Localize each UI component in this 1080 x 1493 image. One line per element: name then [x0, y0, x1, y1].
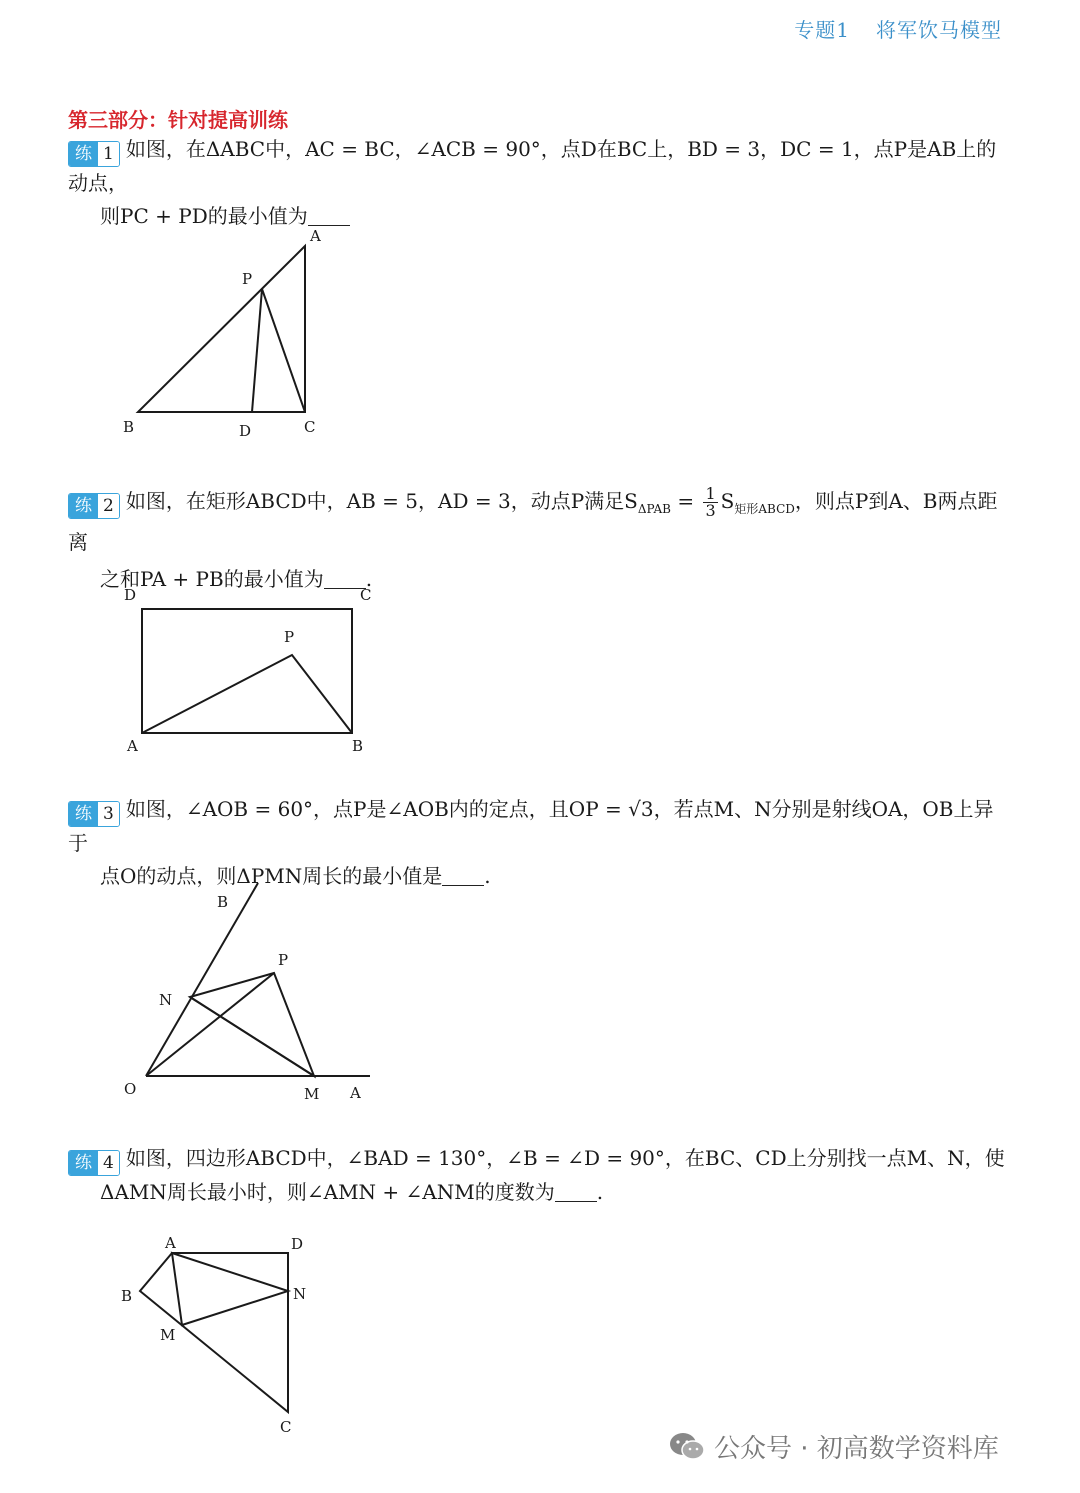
- problem-text: 则PC + PD的最小值为: [100, 204, 308, 228]
- problem-4: 练 4 如图，四边形ABCD中，∠BAD = 130°，∠B = ∠D = 90°，在BC、CD上分别找一点M、N，使 ΔAMN周长最小时，则∠AMN + ∠ANM的度数为 .: [68, 1142, 1010, 1209]
- label-D: D: [124, 586, 137, 604]
- problem-3: 练 3 如图，∠AOB = 60°，点P是∠AOB内的定点，且OP = √3，若点M、N分别是射线OA，OB上异于 点O的动点，则ΔPMN周长的最小值是 .: [68, 797, 994, 888]
- label-N: N: [293, 1285, 307, 1303]
- subscript: 矩形ABCD: [734, 502, 795, 516]
- label-A: A: [127, 737, 138, 755]
- problem-text: 如图，在矩形ABCD中，AB = 5，AD = 3，动点P满足S: [125, 489, 638, 513]
- label-O: O: [124, 1080, 137, 1098]
- subscript: ΔPAB: [637, 502, 671, 516]
- exercise-badge: 练 3: [68, 801, 120, 827]
- watermark: [668, 1428, 999, 1465]
- exercise-badge: 练 1: [68, 141, 120, 167]
- label-A: A: [350, 1084, 361, 1102]
- problem-text: 点O的动点，则ΔPMN周长的最小值是: [100, 864, 443, 888]
- label-D: D: [291, 1235, 304, 1253]
- problem-text: ，则点P到A、B两点距离: [68, 489, 998, 554]
- exercise-badge: 练 4: [68, 1150, 120, 1176]
- section-title: 第三部分：针对提高训练: [68, 108, 288, 132]
- problem-text: 如图，∠AOB = 60°，点P是∠AOB内的定点，且OP = √3，若点M、N分别是射线OA，OB上异于: [68, 797, 994, 855]
- header-topic: 专题1: [794, 18, 850, 42]
- label-N: N: [159, 991, 173, 1009]
- label-B: B: [123, 418, 135, 436]
- label-P: P: [242, 270, 253, 288]
- label-B: B: [217, 893, 229, 911]
- label-C: C: [304, 418, 316, 436]
- problem-text: 如图，四边形ABCD中，∠BAD = 130°，∠B = ∠D = 90°，在BC、CD上分别找一点M、N，使: [125, 1146, 1005, 1170]
- problem-2: 练 2 如图，在矩形ABCD中，AB = 5，AD = 3，动点P满足$S_{\Delta PAB}$ = $\frac{1}{3}$ $S_{矩形ABCD}$，则点P到A、B两点距离 之和PA + PB的最小值为 .: [68, 484, 998, 591]
- problem-text: ΔAMN周长最小时，则∠AMN + ∠ANM的度数为: [100, 1180, 555, 1204]
- label-P: P: [278, 951, 289, 969]
- label-D: D: [239, 422, 252, 440]
- label-A: A: [310, 227, 321, 245]
- exercise-badge: 练 2: [68, 493, 120, 519]
- header-title: 将军饮马模型: [876, 18, 1002, 42]
- label-M: M: [304, 1085, 320, 1103]
- wechat-icon: [668, 1431, 706, 1463]
- label-M: M: [160, 1326, 176, 1344]
- label-A: A: [165, 1234, 176, 1252]
- problem-text: 之和PA + PB的最小值为: [100, 567, 324, 591]
- label-P: P: [284, 628, 295, 646]
- label-C: C: [360, 586, 372, 604]
- label-C: C: [280, 1418, 292, 1436]
- label-B: B: [121, 1287, 133, 1305]
- label-B: B: [352, 737, 364, 755]
- fraction: $\frac{1}{3}$: [705, 484, 716, 520]
- watermark-text: 公众号 · 初高数学资料库: [714, 1434, 999, 1464]
- problem-text: 如图，在ΔABC中，AC = BC，∠ACB = 90°，点D在BC上，BD = 3，DC = 1，点P是AB上的动点，: [68, 137, 997, 195]
